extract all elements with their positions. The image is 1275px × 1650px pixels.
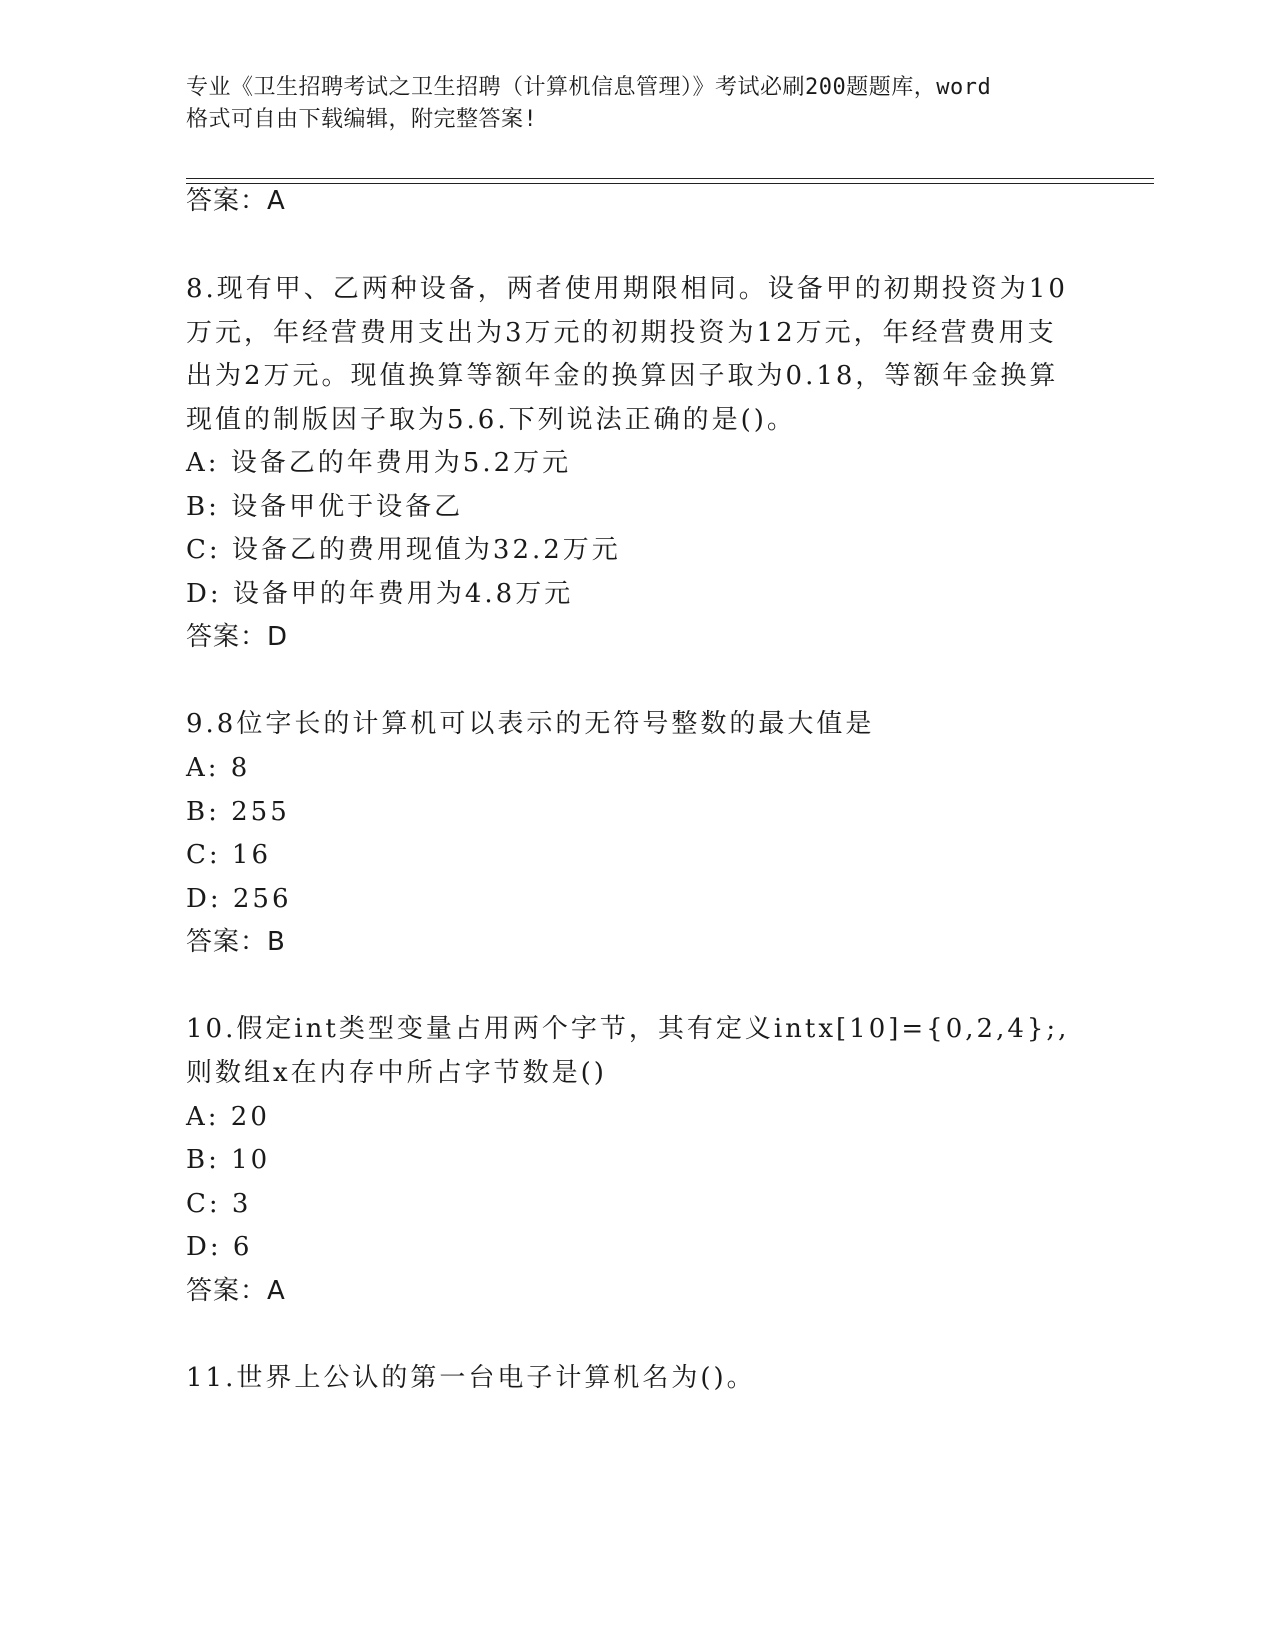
header-divider xyxy=(186,183,1154,184)
question-8-option-a: A: 设备乙的年费用为5.2万元 xyxy=(186,448,572,478)
question-9-option-b: B: 255 xyxy=(186,797,290,827)
question-9-answer: 答案：B xyxy=(186,927,286,957)
question-10-option-a: A: 20 xyxy=(186,1102,270,1132)
document-header xyxy=(186,72,1086,136)
question-9-option-d: D: 256 xyxy=(186,884,292,914)
question-8-text: 8.现有甲、乙两种设备，两者使用期限相同。设备甲的初期投资为10 xyxy=(186,274,1068,304)
question-10-option-b: B: 10 xyxy=(186,1145,271,1175)
question-8-text: 现值的制版因子取为5.6.下列说法正确的是()。 xyxy=(186,405,796,435)
question-10-text: 10.假定int类型变量占用两个字节，其有定义intx[10]={0,2,4};, xyxy=(186,1014,1070,1044)
header-divider xyxy=(186,178,1154,179)
header-line-2: 格式可自由下载编辑，附完整答案! xyxy=(186,107,538,132)
question-9-option-c: C: 16 xyxy=(186,840,272,870)
question-8-option-b: B: 设备甲优于设备乙 xyxy=(186,492,464,522)
question-10-option-c: C: 3 xyxy=(186,1189,252,1219)
question-9-option-a: A: 8 xyxy=(186,753,251,783)
answer-label: 答案：A xyxy=(186,186,286,216)
question-10-option-d: D: 6 xyxy=(186,1232,253,1262)
question-9-text: 9.8位字长的计算机可以表示的无符号整数的最大值是 xyxy=(186,709,875,739)
question-8-text: 出为2万元。现值换算等额年金的换算因子取为0.18，等额年金换算 xyxy=(186,361,1059,391)
question-8-text: 万元，年经营费用支出为3万元的初期投资为12万元，年经营费用支 xyxy=(186,318,1057,348)
question-8-option-c: C: 设备乙的费用现值为32.2万元 xyxy=(186,535,621,565)
header-line-1: 专业《卫生招聘考试之卫生招聘（计算机信息管理）》考试必刷200题题库，word xyxy=(186,75,992,100)
question-8-option-d: D: 设备甲的年费用为4.8万元 xyxy=(186,579,574,609)
question-10-text: 则数组x在内存中所占字节数是() xyxy=(186,1058,607,1088)
question-10-answer: 答案：A xyxy=(186,1276,286,1306)
question-8-answer: 答案：D xyxy=(186,622,289,652)
question-11-text: 11.世界上公认的第一台电子计算机名为()。 xyxy=(186,1363,756,1393)
